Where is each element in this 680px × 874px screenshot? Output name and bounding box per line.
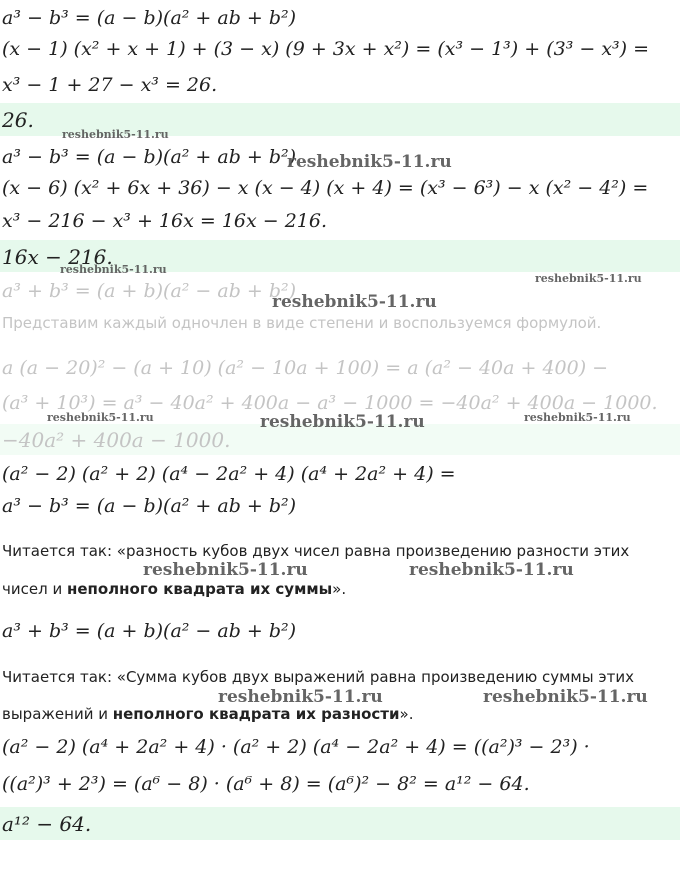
formula-sum-of-cubes: a³ + b³ = (a + b)(a² − ab + b²)	[2, 620, 297, 642]
answer: a¹² − 64.	[2, 812, 92, 836]
text-segment: ».	[332, 580, 347, 598]
bold-term: неполного квадрата их разности	[112, 705, 400, 723]
instruction-text: Представим каждый одночлен в виде степени и воспользуемся формулой.	[2, 314, 602, 332]
solution-line: x³ − 216 − x³ + 16x = 16x − 216.	[2, 210, 328, 232]
text-segment: выражений и	[2, 705, 113, 723]
text-segment: чисел и	[2, 580, 67, 598]
solution-line: (a³ + 10³) = a³ − 40a² + 400a − a³ − 1000 = −40a² + 400a − 1000.	[2, 392, 658, 414]
answer: −40a² + 400a − 1000.	[2, 428, 231, 452]
solution-line: (a² − 2) (a⁴ + 2a² + 4) · (a² + 2) (a⁴ − 2a² + 4) = ((a²)³ − 2³) ·	[2, 736, 590, 758]
watermark: reshebnik5-11.ru	[143, 560, 308, 580]
watermark: reshebnik5-11.ru	[409, 560, 574, 580]
solution-line: x³ − 1 + 27 − x³ = 26.	[2, 74, 218, 96]
watermark: reshebnik5-11.ru	[287, 152, 452, 172]
formula-difference-of-cubes: a³ − b³ = (a − b)(a² + ab + b²)	[2, 146, 297, 168]
solution-line: a (a − 20)² − (a + 10) (a² − 10a + 100) = a (a² − 40a + 400) −	[2, 357, 609, 379]
watermark: reshebnik5-11.ru	[62, 128, 169, 141]
problem-expression: (a² − 2) (a² + 2) (a⁴ − 2a² + 4) (a⁴ + 2a² + 4) =	[2, 463, 456, 485]
formula-sum-of-cubes: a³ + b³ = (a + b)(a² − ab + b²)	[2, 280, 297, 302]
answer: 16x − 216.	[2, 245, 113, 269]
formula-reading-text: Читается так: «Сумма кубов двух выражений равна произведению суммы этих	[2, 668, 634, 686]
solution-line: (x − 6) (x² + 6x + 36) − x (x − 4) (x + 4) = (x³ − 6³) − x (x² − 4²) =	[2, 177, 649, 199]
watermark: reshebnik5-11.ru	[47, 411, 154, 424]
solution-line: (x − 1) (x² + x + 1) + (3 − x) (9 + 3x + x²) = (x³ − 1³) + (3³ − x³) =	[2, 38, 650, 60]
watermark: reshebnik5-11.ru	[535, 272, 642, 285]
formula-reading-text: Читается так: «разность кубов двух чисел равна произведению разности этих	[2, 542, 630, 560]
watermark: reshebnik5-11.ru	[272, 292, 437, 312]
answer: 26.	[2, 108, 34, 132]
formula-reading-text	[2, 580, 346, 598]
watermark: reshebnik5-11.ru	[524, 411, 631, 424]
watermark: reshebnik5-11.ru	[60, 263, 167, 276]
formula-reading-text	[2, 705, 413, 723]
watermark: reshebnik5-11.ru	[260, 412, 425, 432]
watermark: reshebnik5-11.ru	[218, 687, 383, 707]
bold-term: неполного квадрата их суммы	[66, 580, 333, 598]
formula-difference-of-cubes: a³ − b³ = (a − b)(a² + ab + b²)	[2, 495, 297, 517]
formula-difference-of-cubes: a³ − b³ = (a − b)(a² + ab + b²)	[2, 7, 297, 29]
solution-line: ((a²)³ + 2³) = (a⁶ − 8) · (a⁶ + 8) = (a⁶)² − 8² = a¹² − 64.	[2, 773, 530, 795]
watermark: reshebnik5-11.ru	[483, 687, 648, 707]
text-segment: ».	[399, 705, 414, 723]
answer-band	[0, 807, 680, 840]
